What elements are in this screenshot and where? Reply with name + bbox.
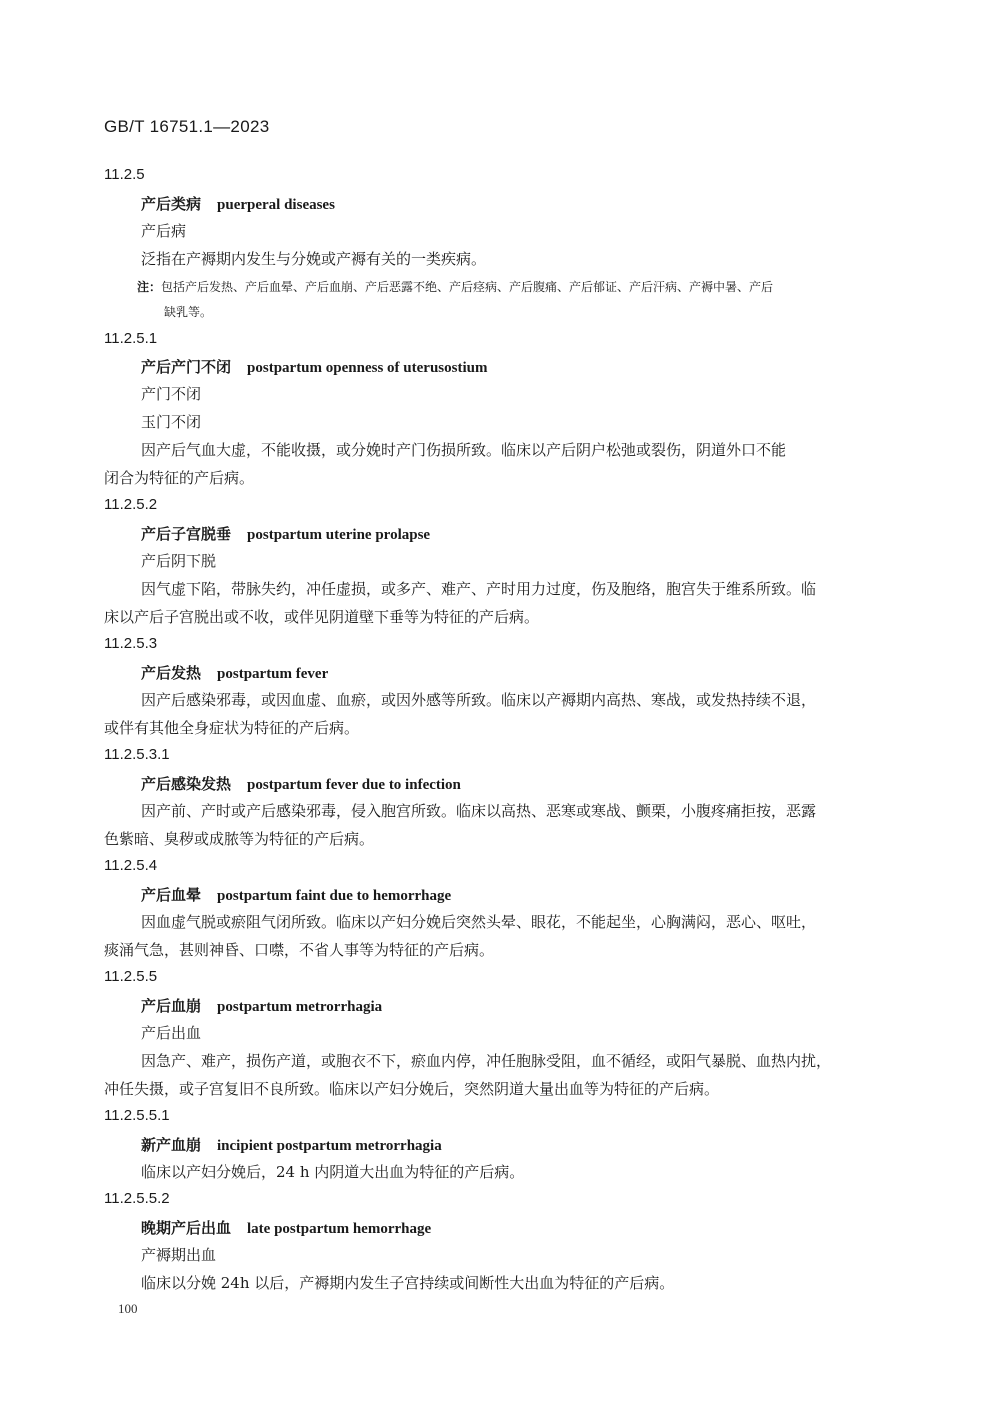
term-zh: 产后类病 [141,195,202,213]
definition-line: 临床以产妇分娩后，24 h 内阴道大出血为特征的产后病。 [141,1163,525,1181]
clause-number: 11.2.5.3 [104,635,158,652]
term-heading [141,356,487,377]
definition-line: 因急产、难产，损伤产道，或胞衣不下，瘀血内停，冲任胞脉受阻，血不循经，或阳气暴脱、血热内扰， [141,1052,832,1070]
term-en: postpartum faint due to hemorrhage [217,888,452,904]
definition-line: 因产后感染邪毒，或因血虚、血瘀，或因外感等所致。临床以产褥期内高热、寒战，或发热持续不退， [141,691,817,709]
clause-number: 11.2.5.3.1 [104,746,170,763]
clause-number: 11.2.5.1 [104,330,158,347]
term-zh: 新产血崩 [141,1136,202,1154]
definition-line: 因产后气血大虚，不能收摄，或分娩时产门伤损所致。临床以产后阴户松弛或裂伤，阴道外口不能 [141,441,787,459]
standard-number: GB/T 16751.1—2023 [104,117,270,136]
term-zh: 产后血崩 [141,997,202,1015]
synonym: 产后病 [141,222,187,240]
definition-line: 色紫暗、臭秽或成脓等为特征的产后病。 [104,830,375,848]
term-zh: 产后发热 [141,664,202,682]
definition-line: 闭合为特征的产后病。 [104,469,255,487]
term-heading [141,773,461,794]
term-heading [141,1134,442,1155]
term-zh: 晚期产后出血 [141,1219,232,1237]
synonym: 产门不闭 [141,385,202,403]
term-heading [141,193,335,214]
term-zh: 产后产门不闭 [141,358,232,376]
term-heading [141,884,451,905]
definition-line: 因气虚下陷，带脉失约，冲任虚损，或多产、难产、产时用力过度，伤及胞络，胞宫失于维系所致。临 [141,580,817,598]
definition-line: 或伴有其他全身症状为特征的产后病。 [104,719,360,737]
term-en: postpartum metrorrhagia [217,999,383,1015]
clause-number: 11.2.5.5.2 [104,1190,170,1207]
page-number: 100 [118,1301,138,1316]
term-zh: 产后感染发热 [141,775,232,793]
clause-number: 11.2.5.5.1 [104,1107,170,1124]
definition-line: 临床以分娩 24h 以后，产褥期内发生子宫持续或间断性大出血为特征的产后病。 [141,1274,675,1292]
term-en: incipient postpartum metrorrhagia [217,1138,442,1154]
definition-line: 泛指在产褥期内发生与分娩或产褥有关的一类疾病。 [141,250,487,268]
term-en: postpartum fever due to infection [247,777,461,793]
definition-line: 因产前、产时或产后感染邪毒，侵入胞宫所致。临床以高热、恶寒或寒战、颤栗，小腹疼痛拒按，恶露 [141,802,817,820]
term-en: postpartum fever [217,666,329,682]
term-zh: 产后子宫脱垂 [141,525,232,543]
note-line: 包括产后发热、产后血晕、产后血崩、产后恶露不绝、产后痉病、产后腹痛、产后郁证、产后汗病、产褥中暑、产后 [161,280,774,294]
definition-line: 痰涌气急，甚则神昏、口噤，不省人事等为特征的产后病。 [104,941,495,959]
synonym: 产后阴下脱 [141,552,217,570]
note-label: 注： [137,280,162,294]
term-heading [141,995,382,1016]
synonym: 产后出血 [141,1024,202,1042]
clause-number: 11.2.5 [104,166,145,183]
clause-number: 11.2.5.2 [104,496,158,513]
clause-number: 11.2.5.5 [104,968,158,985]
clause-number: 11.2.5.4 [104,857,158,874]
term-en: late postpartum hemorrhage [247,1221,432,1237]
note-line: 缺乳等。 [164,305,213,319]
term-zh: 产后血晕 [141,886,202,904]
synonym: 产褥期出血 [141,1246,217,1264]
term-heading [141,523,430,544]
definition-line: 冲任失摄，或子宫复旧不良所致。临床以产妇分娩后，突然阴道大量出血等为特征的产后病。 [104,1080,720,1098]
definition-line: 床以产后子宫脱出或不收，或伴见阴道壁下垂等为特征的产后病。 [104,608,540,626]
note [137,278,773,295]
term-en: puerperal diseases [217,197,335,213]
term-heading [141,1217,431,1238]
definition-line: 因血虚气脱或瘀阻气闭所致。临床以产妇分娩后突然头晕、眼花，不能起坐，心胸满闷，恶心、呕吐， [141,913,817,931]
term-en: postpartum openness of uterusostium [247,360,488,376]
synonym: 玉门不闭 [141,413,202,431]
term-en: postpartum uterine prolapse [247,527,431,543]
term-heading [141,662,328,683]
